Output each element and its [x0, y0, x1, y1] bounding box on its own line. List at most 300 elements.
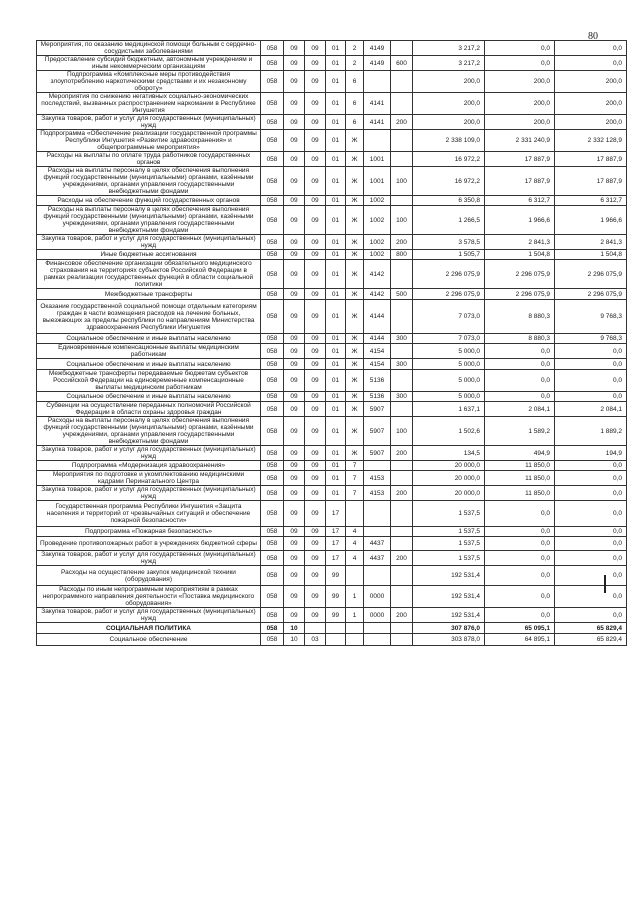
subprogram-code-cell: Ж: [346, 446, 364, 461]
expense-type-cell: [391, 586, 413, 608]
subprogram-code-cell: 4: [346, 537, 364, 551]
amount-year2-cell: 1 504,8: [485, 250, 555, 260]
subsection-code-cell: 09: [305, 115, 326, 130]
section-code-cell: 09: [284, 417, 305, 446]
subsection-code-cell: 09: [305, 56, 326, 71]
expense-type-cell: [391, 93, 413, 115]
subprogram-code-cell: Ж: [346, 300, 364, 334]
row-name-cell: Закупка товаров, работ и услуг для государственных (муниципальных) нужд: [37, 235, 261, 250]
table-row: [37, 634, 627, 646]
expense-type-cell: 200: [391, 486, 413, 501]
direction-code-cell: 1002: [364, 196, 391, 206]
amount-year3-cell: 0,0: [555, 56, 627, 71]
direction-code-cell: 4144: [364, 300, 391, 334]
expense-type-cell: 100: [391, 167, 413, 196]
amount-year3-cell: 0,0: [555, 344, 627, 359]
amount-year3-cell: 2 841,3: [555, 235, 627, 250]
subprogram-code-cell: 4: [346, 551, 364, 566]
amount-year1-cell: 1 537,5: [413, 551, 485, 566]
row-name-cell: Расходы на выплаты персоналу в целях обеспечения выполнения функций государственными (муниципальными) органами, казёнными учреждениями, органами управления государственными внебюджетными фондами: [37, 167, 261, 196]
subsection-code-cell: 09: [305, 471, 326, 486]
amount-year3-cell: 6 312,7: [555, 196, 627, 206]
amount-year3-cell: 0,0: [555, 608, 627, 623]
subprogram-code-cell: 7: [346, 486, 364, 501]
table-row: [37, 461, 627, 471]
program-code-cell: 17: [326, 551, 346, 566]
direction-code-cell: 4149: [364, 41, 391, 56]
subsection-code-cell: 09: [305, 446, 326, 461]
subprogram-code-cell: [346, 566, 364, 586]
subsection-code-cell: 09: [305, 392, 326, 402]
section-code-cell: 09: [284, 446, 305, 461]
direction-code-cell: [364, 130, 391, 152]
row-name-cell: Предоставление субсидий бюджетным, автономным учреждениям и иным некоммерческим организациям: [37, 56, 261, 71]
program-code-cell: 01: [326, 402, 346, 417]
table-row: [37, 115, 627, 130]
expense-type-cell: 600: [391, 56, 413, 71]
row-name-cell: Закупка товаров, работ и услуг для государственных (муниципальных) нужд: [37, 551, 261, 566]
table-row: [37, 501, 627, 527]
subsection-code-cell: 09: [305, 527, 326, 537]
row-name-cell: Расходы на выплаты по оплате труда работников государственных органов: [37, 152, 261, 167]
table-row: [37, 486, 627, 501]
ved-code-cell: 058: [261, 392, 284, 402]
table-row: [37, 167, 627, 196]
subprogram-code-cell: 6: [346, 115, 364, 130]
amount-year1-cell: 3 217,2: [413, 56, 485, 71]
table-row: [37, 289, 627, 300]
subsection-code-cell: 09: [305, 370, 326, 392]
amount-year1-cell: 2 338 109,0: [413, 130, 485, 152]
expense-type-cell: 200: [391, 115, 413, 130]
section-code-cell: 09: [284, 359, 305, 370]
subprogram-code-cell: 2: [346, 41, 364, 56]
amount-year3-cell: 2 296 075,9: [555, 289, 627, 300]
row-name-cell: Межбюджетные трансферты передаваемые бюджетам субъектов Российской Федерации на единовременные компенсационные выплаты медицинским работникам: [37, 370, 261, 392]
direction-code-cell: 0000: [364, 608, 391, 623]
amount-year2-cell: 0,0: [485, 551, 555, 566]
program-code-cell: 01: [326, 206, 346, 235]
row-name-cell: Подпрограмма «Модернизация здравоохранения»: [37, 461, 261, 471]
subsection-code-cell: 09: [305, 235, 326, 250]
direction-code-cell: [364, 71, 391, 93]
direction-code-cell: 4144: [364, 334, 391, 344]
expense-type-cell: 300: [391, 359, 413, 370]
ved-code-cell: 058: [261, 289, 284, 300]
ved-code-cell: 058: [261, 501, 284, 527]
amount-year2-cell: 200,0: [485, 93, 555, 115]
table-row: [37, 586, 627, 608]
row-name-cell: Субвенции на осуществление переданных полномочий Российской Федерации в области охраны здоровья граждан: [37, 402, 261, 417]
amount-year1-cell: 1 537,5: [413, 501, 485, 527]
subprogram-code-cell: [346, 501, 364, 527]
row-name-cell: Мероприятия, по оказанию медицинской помощи больным с сердечно-сосудистыми заболеваниями: [37, 41, 261, 56]
subsection-code-cell: 09: [305, 300, 326, 334]
expense-type-cell: 200: [391, 446, 413, 461]
table-row: [37, 300, 627, 334]
program-code-cell: 01: [326, 56, 346, 71]
direction-code-cell: 4141: [364, 93, 391, 115]
ved-code-cell: 058: [261, 566, 284, 586]
row-name-cell: Межбюджетные трансферты: [37, 289, 261, 300]
expense-type-cell: [391, 300, 413, 334]
subsection-code-cell: 09: [305, 93, 326, 115]
amount-year3-cell: 65 829,4: [555, 623, 627, 634]
amount-year1-cell: 3 217,2: [413, 41, 485, 56]
row-name-cell: Мероприятия по подготовке и укомплектованию медицинскими кадрами Перинатального Центра: [37, 471, 261, 486]
table-row: [37, 93, 627, 115]
section-code-cell: 09: [284, 167, 305, 196]
subprogram-code-cell: 1: [346, 586, 364, 608]
program-code-cell: 01: [326, 41, 346, 56]
amount-year1-cell: 5 000,0: [413, 344, 485, 359]
subsection-code-cell: 09: [305, 402, 326, 417]
row-name-cell: Подпрограмма «Обеспечение реализации государственной программы Республики Ингушетия «Развитие здравоохранения» и общепрограммные мероприятия»: [37, 130, 261, 152]
ved-code-cell: 058: [261, 300, 284, 334]
amount-year2-cell: 2 296 075,9: [485, 289, 555, 300]
ved-code-cell: 058: [261, 115, 284, 130]
table-row: [37, 235, 627, 250]
direction-code-cell: 5907: [364, 446, 391, 461]
table-row: [37, 446, 627, 461]
amount-year2-cell: 494,9: [485, 446, 555, 461]
amount-year2-cell: 11 850,0: [485, 486, 555, 501]
direction-code-cell: [364, 623, 391, 634]
section-code-cell: 09: [284, 537, 305, 551]
amount-year3-cell: 0,0: [555, 461, 627, 471]
amount-year3-cell: 9 768,3: [555, 300, 627, 334]
program-code-cell: 01: [326, 152, 346, 167]
expense-type-cell: 500: [391, 289, 413, 300]
program-code-cell: 01: [326, 71, 346, 93]
subsection-code-cell: 09: [305, 344, 326, 359]
amount-year2-cell: 0,0: [485, 41, 555, 56]
amount-year2-cell: 65 095,1: [485, 623, 555, 634]
program-code-cell: 01: [326, 115, 346, 130]
ved-code-cell: 058: [261, 402, 284, 417]
table-row: [37, 206, 627, 235]
row-name-cell: Единовременные компенсационные выплаты медицинским работникам: [37, 344, 261, 359]
row-name-cell: Закупка товаров, работ и услуг для государственных (муниципальных) нужд: [37, 486, 261, 501]
subprogram-code-cell: Ж: [346, 359, 364, 370]
program-code-cell: 01: [326, 334, 346, 344]
direction-code-cell: 4437: [364, 537, 391, 551]
amount-year1-cell: 1 537,5: [413, 537, 485, 551]
amount-year3-cell: 194,9: [555, 446, 627, 461]
direction-code-cell: 1001: [364, 152, 391, 167]
row-name-cell: Социальное обеспечение и иные выплаты населению: [37, 334, 261, 344]
table-row: [37, 260, 627, 289]
ved-code-cell: 058: [261, 167, 284, 196]
expense-type-cell: [391, 537, 413, 551]
amount-year3-cell: 0,0: [555, 501, 627, 527]
subsection-code-cell: 09: [305, 461, 326, 471]
program-code-cell: 01: [326, 370, 346, 392]
subsection-code-cell: [305, 623, 326, 634]
subsection-code-cell: 09: [305, 486, 326, 501]
margin-mark: [604, 575, 606, 593]
row-name-cell: Оказание государственной социальной помощи отдельным категориям граждан в части возмещения расходов на лечение больных, выезжающих за пределы республики по направлениям Министерства здравоохранения Республики Ингушетия: [37, 300, 261, 334]
expense-type-cell: [391, 370, 413, 392]
expense-type-cell: 100: [391, 417, 413, 446]
row-name-cell: Подпрограмма «Комплексные меры противодействия злоупотреблению наркотическими средствами и их незаконному обороту»: [37, 71, 261, 93]
subprogram-code-cell: Ж: [346, 392, 364, 402]
expense-type-cell: 200: [391, 608, 413, 623]
direction-code-cell: 4149: [364, 56, 391, 71]
ved-code-cell: 058: [261, 634, 284, 646]
row-name-cell: Закупка товаров, работ и услуг для государственных (муниципальных) нужд: [37, 608, 261, 623]
table-row: [37, 608, 627, 623]
direction-code-cell: 5136: [364, 392, 391, 402]
amount-year2-cell: 2 084,1: [485, 402, 555, 417]
direction-code-cell: 1001: [364, 167, 391, 196]
table-row: [37, 250, 627, 260]
program-code-cell: 01: [326, 300, 346, 334]
direction-code-cell: 4154: [364, 359, 391, 370]
expense-type-cell: 200: [391, 551, 413, 566]
section-code-cell: 09: [284, 115, 305, 130]
table-row: [37, 402, 627, 417]
subsection-code-cell: 09: [305, 250, 326, 260]
direction-code-cell: 1002: [364, 206, 391, 235]
subsection-code-cell: 09: [305, 41, 326, 56]
budget-table: [36, 40, 627, 646]
ved-code-cell: 058: [261, 235, 284, 250]
direction-code-cell: 5136: [364, 370, 391, 392]
section-code-cell: 09: [284, 260, 305, 289]
amount-year1-cell: 6 350,8: [413, 196, 485, 206]
ved-code-cell: 058: [261, 196, 284, 206]
program-code-cell: 01: [326, 93, 346, 115]
amount-year1-cell: 5 000,0: [413, 392, 485, 402]
amount-year3-cell: 0,0: [555, 392, 627, 402]
program-code-cell: 01: [326, 486, 346, 501]
expense-type-cell: [391, 130, 413, 152]
direction-code-cell: [364, 501, 391, 527]
section-code-cell: 09: [284, 392, 305, 402]
subprogram-code-cell: Ж: [346, 344, 364, 359]
ved-code-cell: 058: [261, 608, 284, 623]
expense-type-cell: [391, 623, 413, 634]
program-code-cell: [326, 634, 346, 646]
program-code-cell: 99: [326, 586, 346, 608]
program-code-cell: 99: [326, 608, 346, 623]
amount-year3-cell: 0,0: [555, 486, 627, 501]
subsection-code-cell: 09: [305, 608, 326, 623]
table-row: [37, 130, 627, 152]
section-code-cell: 09: [284, 461, 305, 471]
expense-type-cell: [391, 402, 413, 417]
ved-code-cell: 058: [261, 334, 284, 344]
amount-year2-cell: 0,0: [485, 586, 555, 608]
direction-code-cell: 4437: [364, 551, 391, 566]
program-code-cell: 17: [326, 527, 346, 537]
subprogram-code-cell: Ж: [346, 260, 364, 289]
section-code-cell: 09: [284, 370, 305, 392]
section-code-cell: 09: [284, 402, 305, 417]
ved-code-cell: 058: [261, 206, 284, 235]
direction-code-cell: 4141: [364, 115, 391, 130]
section-code-cell: 09: [284, 608, 305, 623]
row-name-cell: Закупка товаров, работ и услуг для государственных (муниципальных) нужд: [37, 115, 261, 130]
amount-year2-cell: 0,0: [485, 344, 555, 359]
amount-year2-cell: 8 880,3: [485, 334, 555, 344]
row-name-cell: Расходы по иным непрограммным мероприятиям в рамках непрограммного направления деятельности «Поставка медицинского оборудования»: [37, 586, 261, 608]
direction-code-cell: 5907: [364, 402, 391, 417]
subsection-code-cell: 09: [305, 334, 326, 344]
amount-year1-cell: 20 000,0: [413, 486, 485, 501]
section-code-cell: 09: [284, 334, 305, 344]
amount-year1-cell: 134,5: [413, 446, 485, 461]
table-row: [37, 551, 627, 566]
expense-type-cell: [391, 260, 413, 289]
amount-year2-cell: 0,0: [485, 392, 555, 402]
amount-year1-cell: 16 972,2: [413, 167, 485, 196]
amount-year3-cell: 0,0: [555, 537, 627, 551]
table-row: [37, 537, 627, 551]
section-code-cell: 09: [284, 71, 305, 93]
subprogram-code-cell: 7: [346, 461, 364, 471]
direction-code-cell: [364, 566, 391, 586]
section-code-cell: 09: [284, 196, 305, 206]
amount-year2-cell: 2 296 075,9: [485, 260, 555, 289]
ved-code-cell: 058: [261, 486, 284, 501]
row-name-cell: Проведение противопожарных работ в учреждениях бюджетной сферы: [37, 537, 261, 551]
ved-code-cell: 058: [261, 152, 284, 167]
table-row: [37, 392, 627, 402]
amount-year2-cell: 200,0: [485, 71, 555, 93]
table-row: [37, 71, 627, 93]
row-name-cell: Государственная программа Республики Ингушетия «Защита населения и территорий от чрезвычайных ситуаций и обеспечение пожарной безопасности»: [37, 501, 261, 527]
amount-year2-cell: 1 966,6: [485, 206, 555, 235]
program-code-cell: 01: [326, 167, 346, 196]
amount-year1-cell: 192 531,4: [413, 566, 485, 586]
amount-year1-cell: 192 531,4: [413, 586, 485, 608]
amount-year1-cell: 307 876,0: [413, 623, 485, 634]
ved-code-cell: 058: [261, 623, 284, 634]
amount-year1-cell: 1 505,7: [413, 250, 485, 260]
ved-code-cell: 058: [261, 471, 284, 486]
subsection-code-cell: 09: [305, 551, 326, 566]
ved-code-cell: 058: [261, 527, 284, 537]
amount-year1-cell: 1 502,6: [413, 417, 485, 446]
subprogram-code-cell: Ж: [346, 250, 364, 260]
row-name-cell: Расходы на выплаты персоналу в целях обеспечения выполнения функций государственными (муниципальными) органами, казёнными учреждениями, органами управления государственными внебюджетными фондами: [37, 206, 261, 235]
subsection-code-cell: 03: [305, 634, 326, 646]
ved-code-cell: 058: [261, 551, 284, 566]
direction-code-cell: 4142: [364, 289, 391, 300]
amount-year3-cell: 200,0: [555, 71, 627, 93]
program-code-cell: 99: [326, 566, 346, 586]
expense-type-cell: [391, 566, 413, 586]
ved-code-cell: 058: [261, 260, 284, 289]
subprogram-code-cell: Ж: [346, 196, 364, 206]
amount-year3-cell: 0,0: [555, 551, 627, 566]
expense-type-cell: [391, 461, 413, 471]
section-code-cell: 09: [284, 586, 305, 608]
amount-year3-cell: 200,0: [555, 115, 627, 130]
amount-year2-cell: 17 887,9: [485, 167, 555, 196]
page-number: 80: [588, 31, 598, 42]
direction-code-cell: 4154: [364, 344, 391, 359]
section-code-cell: 10: [284, 634, 305, 646]
expense-type-cell: [391, 71, 413, 93]
subsection-code-cell: 09: [305, 152, 326, 167]
subprogram-code-cell: Ж: [346, 206, 364, 235]
amount-year2-cell: 11 850,0: [485, 461, 555, 471]
table-row: [37, 56, 627, 71]
subprogram-code-cell: Ж: [346, 334, 364, 344]
program-code-cell: 01: [326, 392, 346, 402]
amount-year1-cell: 20 000,0: [413, 471, 485, 486]
amount-year3-cell: 65 829,4: [555, 634, 627, 646]
program-code-cell: 01: [326, 289, 346, 300]
direction-code-cell: 5907: [364, 417, 391, 446]
amount-year1-cell: 303 878,0: [413, 634, 485, 646]
program-code-cell: 01: [326, 196, 346, 206]
ved-code-cell: 058: [261, 93, 284, 115]
section-code-cell: 10: [284, 623, 305, 634]
section-code-cell: 09: [284, 56, 305, 71]
table-row: [37, 334, 627, 344]
amount-year1-cell: 20 000,0: [413, 461, 485, 471]
amount-year3-cell: 0,0: [555, 370, 627, 392]
ved-code-cell: 058: [261, 446, 284, 461]
subprogram-code-cell: Ж: [346, 402, 364, 417]
subsection-code-cell: 09: [305, 130, 326, 152]
amount-year2-cell: 2 841,3: [485, 235, 555, 250]
row-name-cell: Закупка товаров, работ и услуг для государственных (муниципальных) нужд: [37, 446, 261, 461]
expense-type-cell: 300: [391, 334, 413, 344]
direction-code-cell: 1002: [364, 235, 391, 250]
ved-code-cell: 058: [261, 250, 284, 260]
amount-year1-cell: 192 531,4: [413, 608, 485, 623]
section-code-cell: 09: [284, 551, 305, 566]
ved-code-cell: 058: [261, 370, 284, 392]
row-name-cell: СОЦИАЛЬНАЯ ПОЛИТИКА: [37, 623, 261, 634]
subprogram-code-cell: 7: [346, 471, 364, 486]
program-code-cell: 01: [326, 359, 346, 370]
row-name-cell: Иные бюджетные ассигнования: [37, 250, 261, 260]
subsection-code-cell: 09: [305, 196, 326, 206]
amount-year2-cell: 64 895,1: [485, 634, 555, 646]
program-code-cell: 01: [326, 260, 346, 289]
amount-year3-cell: 0,0: [555, 359, 627, 370]
section-code-cell: 09: [284, 152, 305, 167]
amount-year2-cell: 17 887,9: [485, 152, 555, 167]
amount-year3-cell: 2 084,1: [555, 402, 627, 417]
direction-code-cell: 4153: [364, 486, 391, 501]
ved-code-cell: 058: [261, 586, 284, 608]
amount-year3-cell: 2 296 075,9: [555, 260, 627, 289]
program-code-cell: 01: [326, 250, 346, 260]
subprogram-code-cell: Ж: [346, 289, 364, 300]
ved-code-cell: 058: [261, 41, 284, 56]
amount-year1-cell: 2 296 075,9: [413, 289, 485, 300]
program-code-cell: 01: [326, 130, 346, 152]
program-code-cell: 01: [326, 446, 346, 461]
amount-year2-cell: 1 589,2: [485, 417, 555, 446]
table-row: [37, 370, 627, 392]
row-name-cell: Расходы на осуществление закупок медицинской техники (оборудования): [37, 566, 261, 586]
amount-year2-cell: 0,0: [485, 527, 555, 537]
ved-code-cell: 058: [261, 344, 284, 359]
expense-type-cell: [391, 196, 413, 206]
amount-year2-cell: 11 850,0: [485, 471, 555, 486]
section-code-cell: 09: [284, 130, 305, 152]
amount-year2-cell: 0,0: [485, 56, 555, 71]
amount-year3-cell: 0,0: [555, 471, 627, 486]
